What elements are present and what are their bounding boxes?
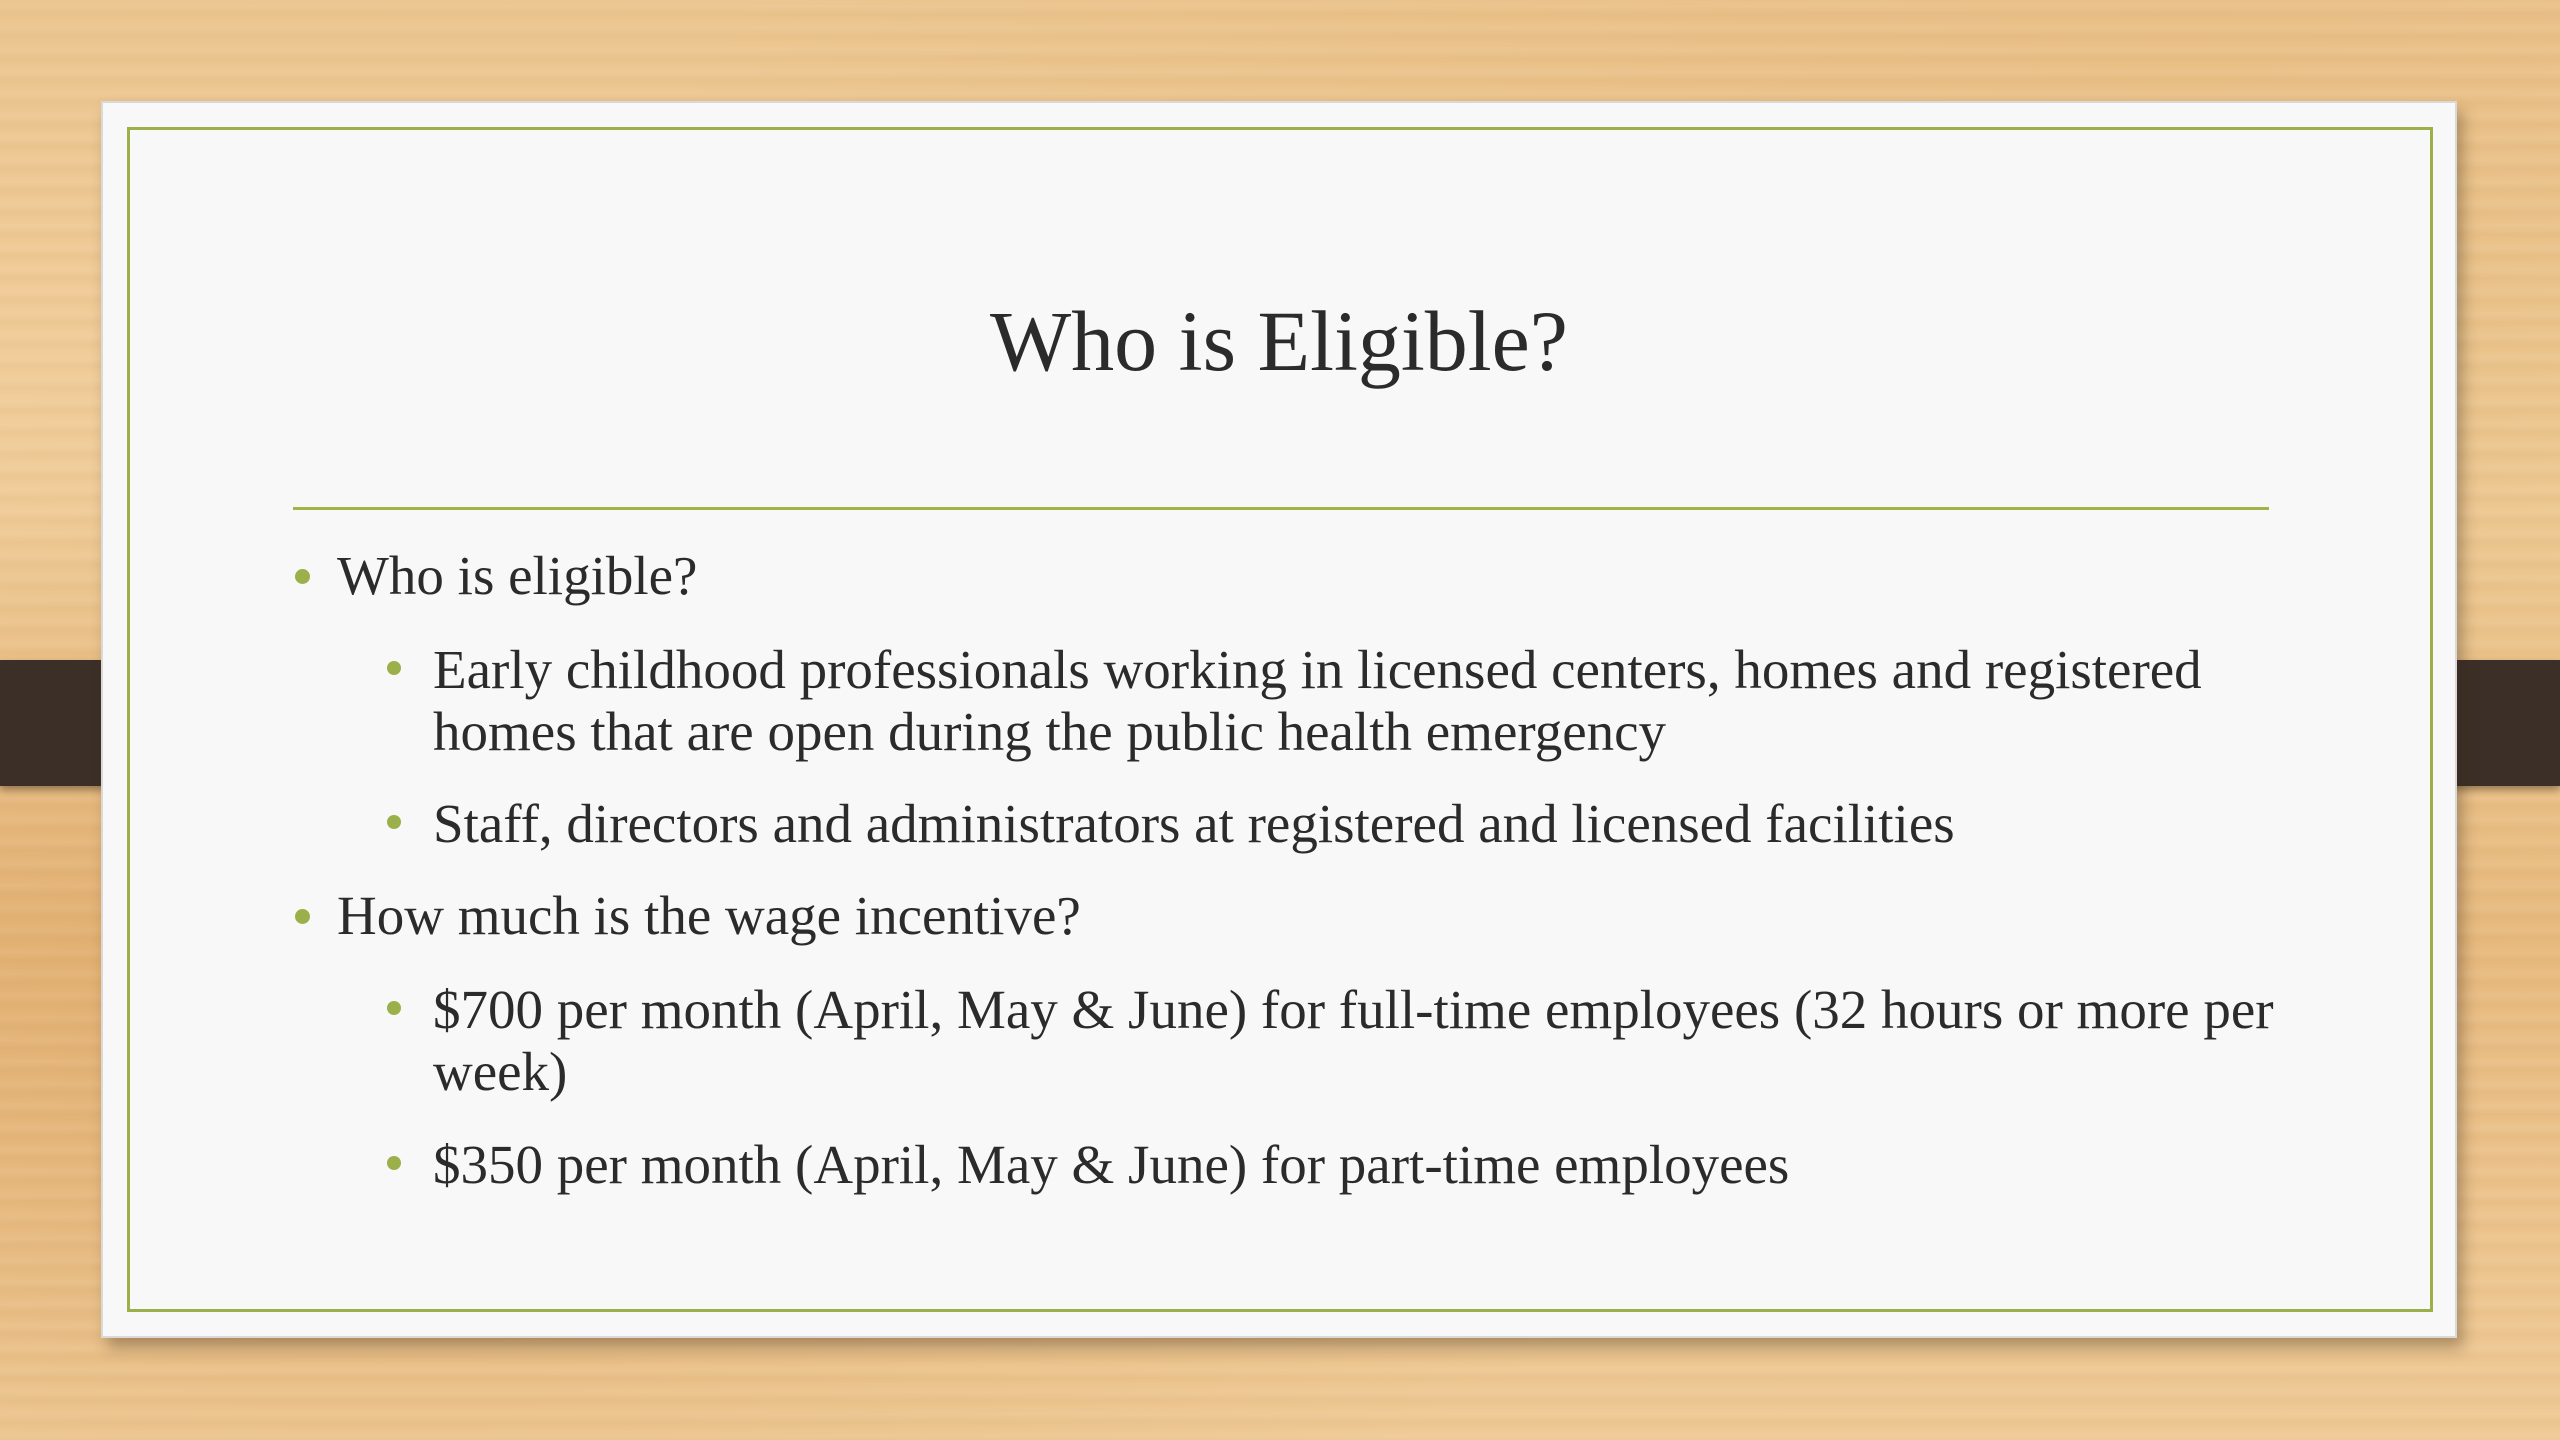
sub-bullet-item [433, 979, 2333, 1103]
slide-title: Who is Eligible? [990, 293, 1568, 389]
bullet-dot-icon [295, 909, 310, 924]
bullet-dot-icon [295, 569, 310, 584]
bullet-text: $350 per month (April, May & June) for part-time employees [433, 1134, 1790, 1195]
slide-content [103, 103, 2455, 1336]
sub-bullet-item [433, 639, 2333, 763]
slide [101, 101, 2457, 1338]
bullet-dot-icon [387, 1156, 401, 1170]
sub-bullet-item [433, 1134, 2333, 1196]
bullet-text: Early childhood professionals working in licensed centers, homes and registered homes that are open during the public health emergency [433, 639, 2202, 762]
bullet-dot-icon [387, 1001, 401, 1015]
bullet-item [337, 885, 1081, 947]
bullet-dot-icon [387, 661, 401, 675]
bullet-text: $700 per month (April, May & June) for full-time employees (32 hours or more per week) [433, 979, 2274, 1102]
sub-bullet-item [433, 793, 2333, 855]
bullet-text: Staff, directors and administrators at registered and licensed facilities [433, 793, 1955, 854]
bullet-text: Who is eligible? [337, 545, 698, 606]
bullet-item [337, 545, 697, 607]
bullet-dot-icon [387, 815, 401, 829]
bullet-text: How much is the wage incentive? [337, 885, 1081, 946]
